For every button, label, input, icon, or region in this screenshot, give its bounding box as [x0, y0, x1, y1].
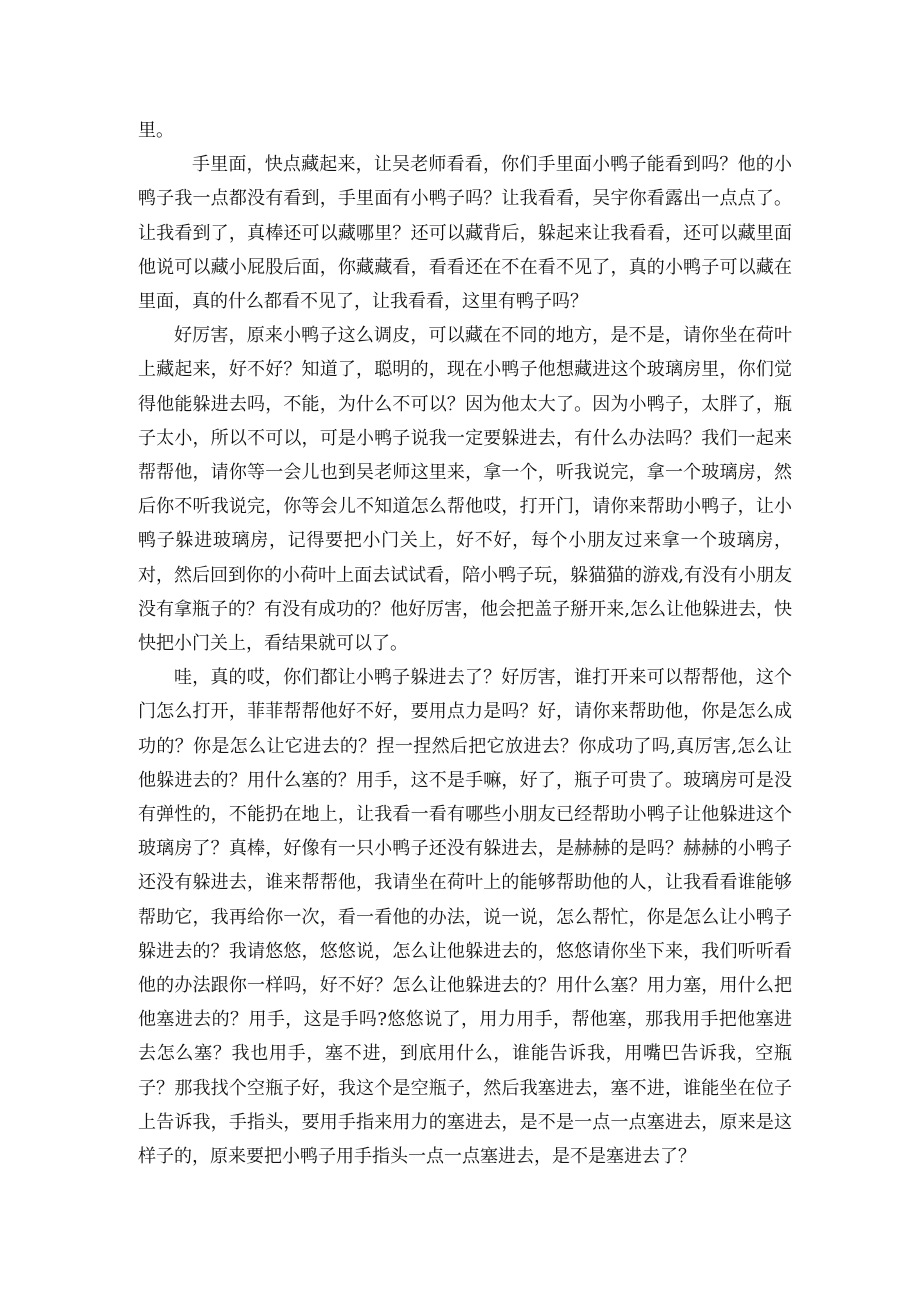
paragraph-3: 好厉害，原来小鸭子这么调皮，可以藏在不同的地方，是不是，请你坐在荷叶上藏起来，好不好？知道了，聪明的，现在小鸭子他想藏进这个玻璃房里，你们觉得他能躲进去吗，不能，为什么不可以？因为他太大了。因为小鸭子，太胖了，瓶子太小，所以不可以，可是小鸭子说我一定要躲进去，有什么办法吗？我们一起来帮帮他，请你等一会儿也到吴老师这里来，拿一个，听我说完，拿一个玻璃房，然后你不听我说完，你等会儿不知道怎么帮他哎，打开门，请你来帮助小鸭子，让小鸭子躲进玻璃房，记得要把小门关上，好不好，每个小朋友过来拿一个玻璃房，对，然后回到你的小荷叶上面去试试看，陪小鸭子玩，躲猫猫的游戏,有没有小朋友没有拿瓶子的？有没有成功的？他好厉害，他会把盖子掰开来,怎么让他躲进去，快快把小门关上，看结果就可以了。 — [138, 325, 792, 655]
paragraph-2: 手里面，快点藏起来，让吴老师看看，你们手里面小鸭子能看到吗？他的小鸭子我一点都没有看到，手里面有小鸭子吗？让我看看，吴宇你看露出一点点了。让我看到了，真棒还可以藏哪里？还可以藏背后，躲起来让我看看，还可以藏里面他说可以藏小屁股后面，你藏藏看，看看还在不在看不见了，真的小鸭子可以藏在里面，真的什么都看不见了，让我看看，这里有鸭子吗？ — [138, 154, 792, 313]
paragraph-1: 里。 — [138, 120, 174, 141]
paragraph-4: 哇，真的哎，你们都让小鸭子躲进去了？好厉害，谁打开来可以帮帮他，这个门怎么打开，菲菲帮帮他好不好，要用点力是吗？好，请你来帮助他，你是怎么成功的？你是怎么让它进去的？捏一捏然后把它放进去？你成功了吗,真厉害,怎么让他躲进去的？用什么塞的？用手，这不是手嘛，好了，瓶子可贵了。玻璃房可是没有弹性的，不能扔在地上，让我看一看有哪些小朋友已经帮助小鸭子让他躲进这个玻璃房了？真棒，好像有一只小鸭子还没有躲进去，是赫赫的是吗？赫赫的小鸭子还没有躲进去，谁来帮帮他，我请坐在荷叶上的能够帮助他的人，让我看看谁能够帮助它，我再给你一次，看一看他的办法，说一说，怎么帮忙，你是怎么让小鸭子躲进去的？我请悠悠，悠悠说，怎么让他躲进去的，悠悠请你坐下来，我们听听看他的办法跟你一样吗，好不好？怎么让他躲进去的？用什么塞？用力塞，用什么把他塞进去的？用手，这是手吗?悠悠说了，用力用手，帮他塞，那我用手把他塞进去怎么塞？我也用手，塞不进，到底用什么，谁能告诉我，用嘴巴告诉我，空瓶子？那我找个空瓶子好，我这个是空瓶子，然后我塞进去，塞不进，谁能坐在位子上告诉我，手指头，要用手指来用力的塞进去，是不是一点一点塞进去，原来是这样子的，原来要把小鸭子用手指头一点一点塞进去，是不是塞进去了？ — [138, 667, 792, 1168]
document-body — [138, 114, 792, 1174]
